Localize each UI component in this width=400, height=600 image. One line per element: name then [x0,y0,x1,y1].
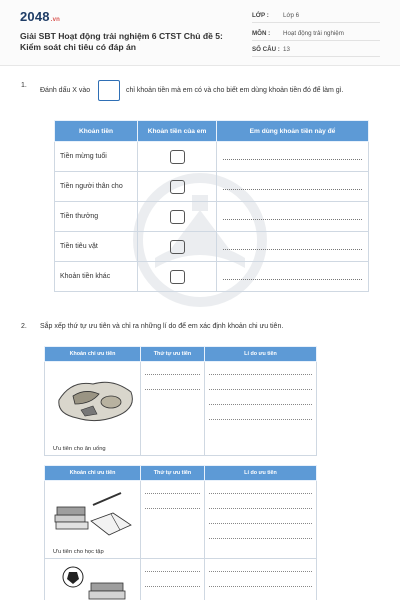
question-2-text: Sắp xếp thứ tự ưu tiên và chỉ ra những lí do để em xác định khoản chi ưu tiên. [40,323,284,330]
question-1-number: 1. [21,82,27,89]
answer-line[interactable] [209,493,312,494]
books-illustration-icon [51,485,135,545]
meta-subject-value: Hoạt động trải nghiệm [283,30,344,37]
logo-tld: .vn [50,17,61,23]
col-header-your-money: Khoản tiền của em [138,121,217,142]
col-header-priority-item: Khoản chi ưu tiên [45,466,141,481]
meta-count-label: SỐ CÂU : [252,46,280,53]
logo-text: 2048 [20,9,50,24]
answer-line[interactable] [145,571,200,572]
question-1-text-after: chỉ khoản tiền mà em có và cho biết em dùng khoản tiền đó để làm gì. [126,87,344,94]
money-label: Tiền thưởng [55,202,138,232]
priority-table-header [45,347,317,362]
table-row [45,559,317,600]
site-logo[interactable] [20,9,60,24]
answer-line[interactable] [145,389,200,390]
answer-line[interactable] [209,523,312,524]
tick-box-sample [98,80,120,101]
money-label: Tiền mừng tuổi [55,142,138,172]
col-header-usage: Em dùng khoản tiền này để [217,121,369,142]
priority-table-study [44,465,317,600]
table-row [45,362,317,456]
money-label: Tiền tiêu vặt [55,232,138,262]
money-table [54,120,369,292]
col-header-priority-reason: Lí do ưu tiên [205,466,317,481]
money-table-header [55,121,369,142]
priority-table-food [44,346,317,456]
money-checkbox[interactable] [170,150,185,164]
answer-line[interactable] [209,508,312,509]
col-header-priority-item: Khoản chi ưu tiên [45,347,141,362]
col-header-priority-order: Thứ tự ưu tiên [141,347,205,362]
study-caption: Ưu tiên cho học tập [53,549,104,555]
answer-line[interactable] [209,419,312,420]
priority-table-header [45,466,317,481]
answer-line[interactable] [209,404,312,405]
food-caption: Ưu tiên cho ăn uống [53,446,106,452]
answer-line[interactable] [209,538,312,539]
col-header-priority-reason: Lí do ưu tiên [205,347,317,362]
table-row [55,202,369,232]
document-header [0,0,400,66]
meta-grade-value: Lớp 6 [283,12,300,19]
answer-line[interactable] [145,586,200,587]
answer-line[interactable] [145,374,200,375]
table-row [45,481,317,559]
answer-line[interactable] [223,219,362,220]
col-header-money: Khoản tiền [55,121,138,142]
food-illustration-icon [51,370,141,432]
answer-line[interactable] [209,586,312,587]
answer-line[interactable] [209,389,312,390]
money-checkbox[interactable] [170,270,185,284]
table-row [55,172,369,202]
answer-line[interactable] [223,279,362,280]
answer-line[interactable] [209,571,312,572]
table-row [55,232,369,262]
money-checkbox[interactable] [170,180,185,194]
meta-subject-row [252,27,380,41]
question-2-number: 2. [21,323,27,330]
meta-grade-label: LỚP : [252,12,269,19]
answer-line[interactable] [223,159,362,160]
answer-line[interactable] [209,374,312,375]
col-header-priority-order: Thứ tự ưu tiên [141,466,205,481]
meta-grade-row [252,9,380,23]
money-label: Tiền người thân cho [55,172,138,202]
meta-count-value: 13 [283,46,290,53]
answer-line[interactable] [223,189,362,190]
question-1-text-before: Đánh dấu X vào [40,87,91,94]
meta-count-row [252,43,380,57]
money-checkbox[interactable] [170,240,185,254]
answer-line[interactable] [145,493,200,494]
table-row [55,142,369,172]
money-label: Khoản tiền khác [55,262,138,292]
answer-line[interactable] [145,508,200,509]
meta-subject-label: MÔN : [252,30,271,37]
document-title: Giải SBT Hoạt động trải nghiệm 6 CTST Chủ đề 5: Kiểm soát chi tiêu có đáp án [20,31,223,52]
table-row [55,262,369,292]
ball-and-books-icon [51,563,135,600]
money-checkbox[interactable] [170,210,185,224]
answer-line[interactable] [223,249,362,250]
